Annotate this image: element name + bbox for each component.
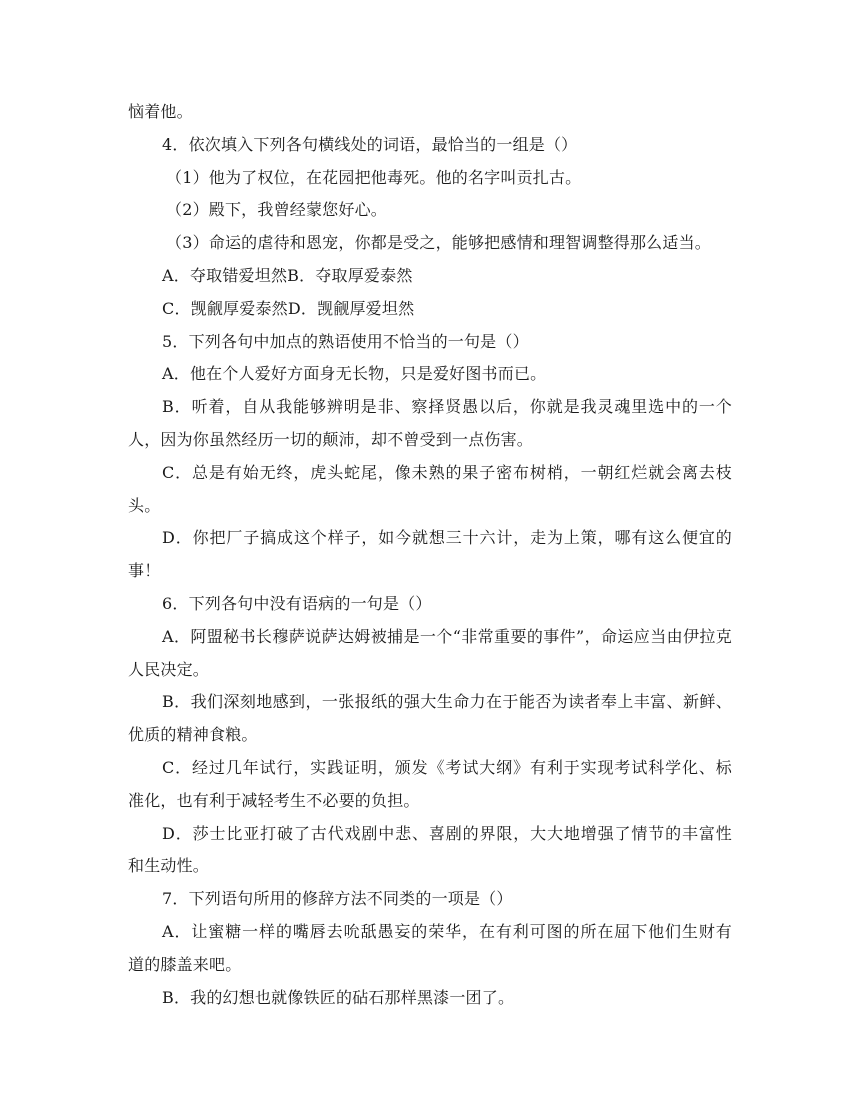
q6-option-d-line1: D．莎士比亚打破了古代戏剧中悲、喜剧的界限，大大地增强了情节的丰富性 <box>162 823 732 843</box>
q6-option-c-line1: C．经过几年试行，实践证明，颁发《考试大纲》有利于实现考试科学化、标 <box>162 757 732 777</box>
q6-option-a-line1: A．阿盟秘书长穆萨说萨达姆被捕是一个“非常重要的事件”，命运应当由伊拉克 <box>162 626 732 646</box>
q6-option-d-line2: 和生动性。 <box>128 856 210 876</box>
q5-option-d-line1: D．你把厂子搞成这个样子，如今就想三十六计，走为上策，哪有这么便宜的 <box>162 528 732 548</box>
q6-option-b-line2: 优质的精神食粮。 <box>128 725 258 745</box>
question-7: 7．下列语句所用的修辞方法不同类的一项是（） <box>162 889 513 909</box>
question-6: 6．下列各句中没有语病的一句是（） <box>162 593 432 613</box>
document-page <box>128 96 732 1014</box>
q7-option-b: B．我的幻想也就像铁匠的砧石那样黑漆一团了。 <box>162 987 515 1007</box>
q5-option-c-line1: C．总是有始无终，虎头蛇尾，像未熟的果子密布树梢，一朝红烂就会离去枝 <box>162 462 732 482</box>
sentence-3: （3）命运的虐待和恩宠，你都是受之，能够把感情和理智调整得那么适当。 <box>166 233 711 253</box>
q5-option-a: A．他在个人爱好方面身无长物，只是爱好图书而已。 <box>162 364 547 384</box>
sentence-1: （1）他为了权位，在花园把他毒死。他的名字叫贡扎古。 <box>166 167 582 187</box>
q5-option-d-line2: 事！ <box>128 561 161 581</box>
q5-option-b-line2: 人，因为你虽然经历一切的颠沛，却不曾受到一点伤害。 <box>128 429 534 449</box>
question-4: 4．依次填入下列各句横线处的词语，最恰当的一组是（） <box>162 134 578 154</box>
q5-option-b-line1: B．听着，自从我能够辨明是非、察择贤愚以后，你就是我灵魂里选中的一个 <box>162 397 732 417</box>
q7-option-a-line1: A．让蜜糖一样的嘴唇去吮舐愚妄的荣华，在有利可图的所在屈下他们生财有 <box>162 921 732 941</box>
q7-option-a-line2: 道的膝盖来吧。 <box>128 954 242 974</box>
text-line: 恼着他。 <box>128 102 193 121</box>
option-a-b: A．夺取错爱坦然B．夺取厚爱泰然 <box>162 265 413 285</box>
q6-option-b-line1: B．我们深刻地感到，一张报纸的强大生命力在于能否为读者奉上丰富、新鲜、 <box>162 692 732 712</box>
option-c-d: C．觊觎厚爱泰然D．觊觎厚爱坦然 <box>162 298 415 318</box>
question-5: 5．下列各句中加点的熟语使用不恰当的一句是（） <box>162 331 529 351</box>
sentence-2: （2）殿下，我曾经蒙您好心。 <box>166 200 387 220</box>
q6-option-a-line2: 人民决定。 <box>128 659 210 679</box>
q5-option-c-line2: 头。 <box>128 495 161 515</box>
q6-option-c-line2: 准化，也有利于减轻考生不必要的负担。 <box>128 790 420 810</box>
